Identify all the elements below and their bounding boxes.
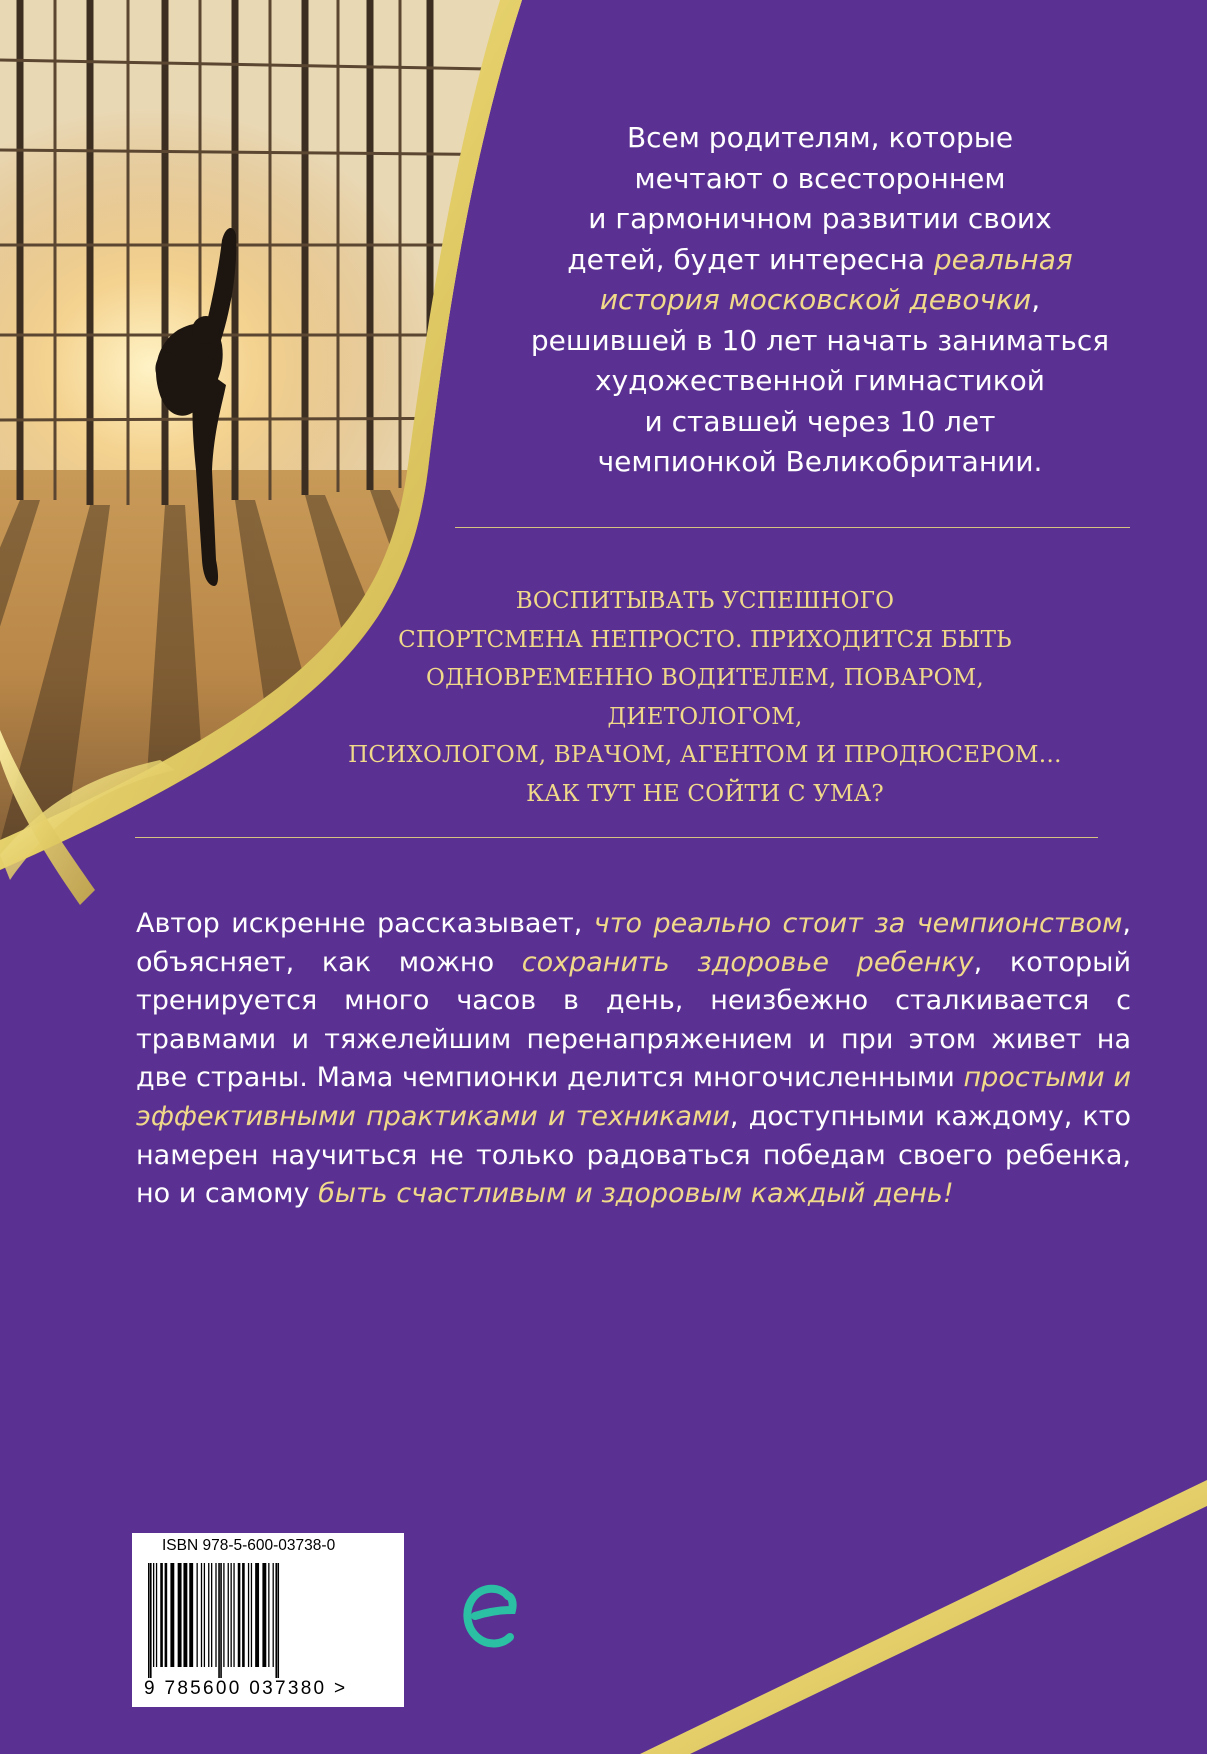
barcode-bar bbox=[238, 1563, 241, 1667]
intro-highlight-text: история московской девочки bbox=[599, 283, 1032, 316]
barcode-bar bbox=[156, 1563, 157, 1667]
intro-text: Всем родителям, которые bbox=[626, 121, 1014, 154]
barcode-bar bbox=[251, 1563, 252, 1667]
barcode-bar bbox=[170, 1563, 174, 1667]
intro-line bbox=[500, 402, 1140, 443]
caps-line: ВОСПИТЫВАТЬ УСПЕШНОГО bbox=[515, 588, 895, 614]
barcode-bar bbox=[255, 1563, 259, 1667]
ean-digits: 9 785600 037380 > bbox=[144, 1678, 348, 1699]
barcode-bar bbox=[233, 1563, 234, 1667]
gold-ribbon-bottom bbox=[640, 1480, 1207, 1754]
intro-text: чемпионкой Великобритании. bbox=[597, 445, 1043, 478]
barcode-guard-bar bbox=[150, 1563, 152, 1678]
barcode-bar bbox=[208, 1563, 209, 1667]
barcode-guard-bar bbox=[277, 1563, 279, 1678]
barcode-bar bbox=[165, 1563, 168, 1667]
intro-text: решившей в 10 лет начать заниматься bbox=[530, 323, 1110, 357]
barcode-bar bbox=[204, 1563, 205, 1667]
intro-text: и гармоничном развитии своих bbox=[588, 202, 1052, 235]
intro-line bbox=[500, 321, 1140, 362]
divider-bottom bbox=[135, 837, 1098, 838]
highlight-phrase: быть счастливым и здоровым каждый день! bbox=[318, 1178, 954, 1210]
intro-line bbox=[500, 361, 1140, 402]
caps-line: ОДНОВРЕМЕННО ВОДИТЕЛЕМ, ПОВАРОМ, ДИЕТОЛОГОМ, bbox=[426, 665, 984, 730]
barcode-bar bbox=[211, 1563, 212, 1667]
intro-line bbox=[500, 199, 1140, 240]
intro-paragraph bbox=[500, 118, 1140, 483]
intro-text: художественной гимнастикой bbox=[595, 364, 1045, 397]
intro-text: детей, будет интересна bbox=[567, 242, 934, 276]
intro-line bbox=[500, 240, 1140, 281]
body-text: , доступными каждому, кто намерен научиться не только радоваться победам своего ребенка, но и самому bbox=[136, 1100, 1131, 1210]
barcode-bar bbox=[248, 1563, 249, 1667]
barcode-guard-bar bbox=[220, 1563, 222, 1678]
barcode-bar bbox=[242, 1563, 245, 1667]
barcode-guard-bar bbox=[148, 1563, 150, 1678]
caps-line: ПСИХОЛОГОМ, ВРАЧОМ, АГЕНТОМ И ПРОДЮСЕРОМ… bbox=[348, 742, 1062, 768]
caps-paragraph bbox=[330, 582, 1080, 813]
barcode-bar bbox=[183, 1563, 187, 1667]
main-description bbox=[136, 905, 1131, 1214]
barcode-bar bbox=[189, 1563, 193, 1667]
divider-top bbox=[455, 527, 1130, 528]
highlight-phrase: сохранить здоровье ребенку bbox=[521, 946, 974, 978]
highlight-phrase: простыми и эффективными практиками и техниками bbox=[136, 1062, 1131, 1132]
barcode-bar bbox=[262, 1563, 266, 1667]
eksmo-e-logo-icon bbox=[462, 1582, 522, 1650]
barcode-guard-bar bbox=[218, 1563, 220, 1678]
isbn-label: ISBN 978-5-600-03738-0 bbox=[162, 1537, 336, 1554]
caps-line: КАК ТУТ НЕ СОЙТИ С УМА? bbox=[526, 780, 884, 807]
barcode-guard-bar bbox=[275, 1563, 277, 1678]
body-text: , объясняет, как можно bbox=[136, 908, 1131, 978]
intro-text: , bbox=[1031, 283, 1041, 316]
barcode-bars bbox=[144, 1563, 394, 1678]
intro-text: мечтают о всестороннем bbox=[634, 161, 1006, 195]
isbn-barcode bbox=[132, 1533, 404, 1707]
intro-line bbox=[500, 118, 1140, 159]
barcode-bar bbox=[231, 1563, 232, 1667]
barcode-bar bbox=[178, 1563, 182, 1667]
barcode-bar bbox=[223, 1563, 224, 1667]
body-text: Автор искренне рассказывает, bbox=[136, 908, 594, 939]
barcode-bar bbox=[160, 1563, 163, 1667]
barcode-bar bbox=[273, 1563, 274, 1667]
barcode-bar bbox=[268, 1563, 269, 1667]
barcode-bar bbox=[201, 1563, 202, 1667]
barcode-bar bbox=[153, 1563, 154, 1667]
intro-highlight-text: реальная bbox=[933, 242, 1073, 276]
intro-line bbox=[500, 159, 1140, 200]
highlight-phrase: что реально стоит за чемпионством bbox=[593, 908, 1123, 939]
barcode-bar bbox=[215, 1563, 216, 1667]
body-text: , который тренируется много часов в день, неизбежно сталкивается с травмами и тяжелейшим перенапряжением и при этом живет на две страны. Мама чемпионки делится многочисленными bbox=[136, 946, 1131, 1094]
barcode-bar bbox=[197, 1563, 198, 1667]
intro-line bbox=[500, 280, 1140, 321]
intro-line bbox=[500, 442, 1140, 483]
barcode-bar bbox=[228, 1563, 229, 1667]
intro-text: и ставшей через 10 лет bbox=[644, 404, 996, 438]
caps-line: СПОРТСМЕНА НЕПРОСТО. ПРИХОДИТСЯ БЫТЬ bbox=[398, 626, 1012, 653]
